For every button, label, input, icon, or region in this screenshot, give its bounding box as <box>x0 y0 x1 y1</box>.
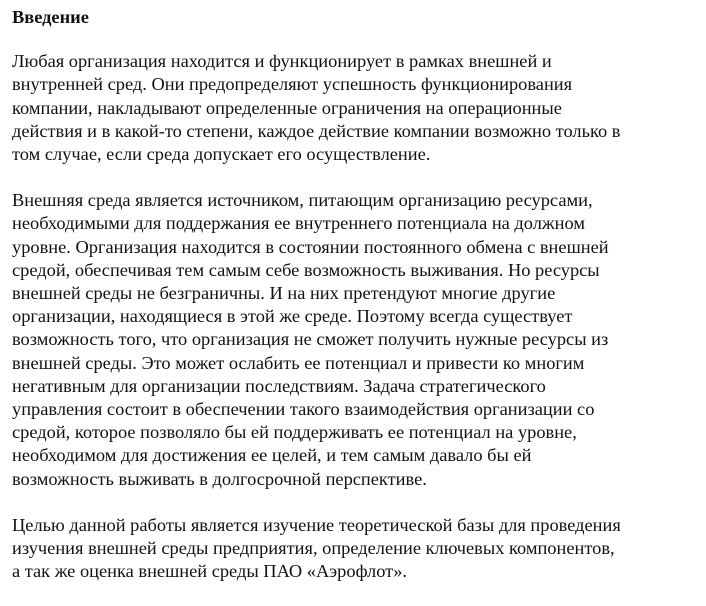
paragraph-line: изучения внешней среды предприятия, определение ключевых компонентов, <box>12 538 615 559</box>
paragraph-line: организации, находящиеся в этой же среде. Поэтому всегда существует <box>12 306 573 327</box>
document-page <box>12 6 702 606</box>
paragraph-1 <box>12 50 702 166</box>
paragraph-2 <box>12 189 702 491</box>
paragraph-line: необходимыми для поддержания ее внутреннего потенциала на должном <box>12 213 585 234</box>
paragraph-line: а так же оценка внешней среды ПАО «Аэрофлот». <box>12 561 407 582</box>
paragraph-line: внешней среды. Это может ослабить ее потенциал и привести ко многим <box>12 352 585 373</box>
paragraph-line: средой, обеспечивая тем самым себе возможность выживания. Но ресурсы <box>12 259 600 280</box>
paragraph-line: управления состоит в обеспечении такого взаимодействия организации со <box>12 399 595 420</box>
paragraph-line: средой, которое позволяло бы ей поддерживать ее потенциал на уровне, <box>12 422 577 443</box>
paragraph-line: негативным для организации последствиям. Задача стратегического <box>12 375 546 396</box>
paragraph-line: возможность выживать в долгосрочной перспективе. <box>12 468 427 489</box>
paragraph-line: Любая организация находится и функционирует в рамках внешней и <box>12 51 552 72</box>
paragraph-3 <box>12 514 702 584</box>
paragraph-line: том случае, если среда допускает его осуществление. <box>12 144 431 165</box>
section-heading: Введение <box>12 7 89 27</box>
paragraph-line: внешней среды не безграничны. И на них претендуют многие другие <box>12 283 556 304</box>
paragraph-line: Целью данной работы является изучение теоретической базы для проведения <box>12 514 621 535</box>
paragraph-line: необходимом для достижения ее целей, и тем самым давало бы ей <box>12 445 532 466</box>
paragraph-line: компании, накладывают определенные ограничения на операционные <box>12 97 562 118</box>
paragraph-line: действия и в какой-то степени, каждое действие компании возможно только в <box>12 120 621 141</box>
paragraph-line: уровне. Организация находится в состоянии постоянного обмена с внешней <box>12 236 609 257</box>
paragraph-line: возможность того, что организация не сможет получить нужные ресурсы из <box>12 329 609 350</box>
paragraph-line: внутренней сред. Они предопределяют успешность функционирования <box>12 74 573 95</box>
paragraph-line: Внешняя среда является источником, питающим организацию ресурсами, <box>12 190 593 211</box>
